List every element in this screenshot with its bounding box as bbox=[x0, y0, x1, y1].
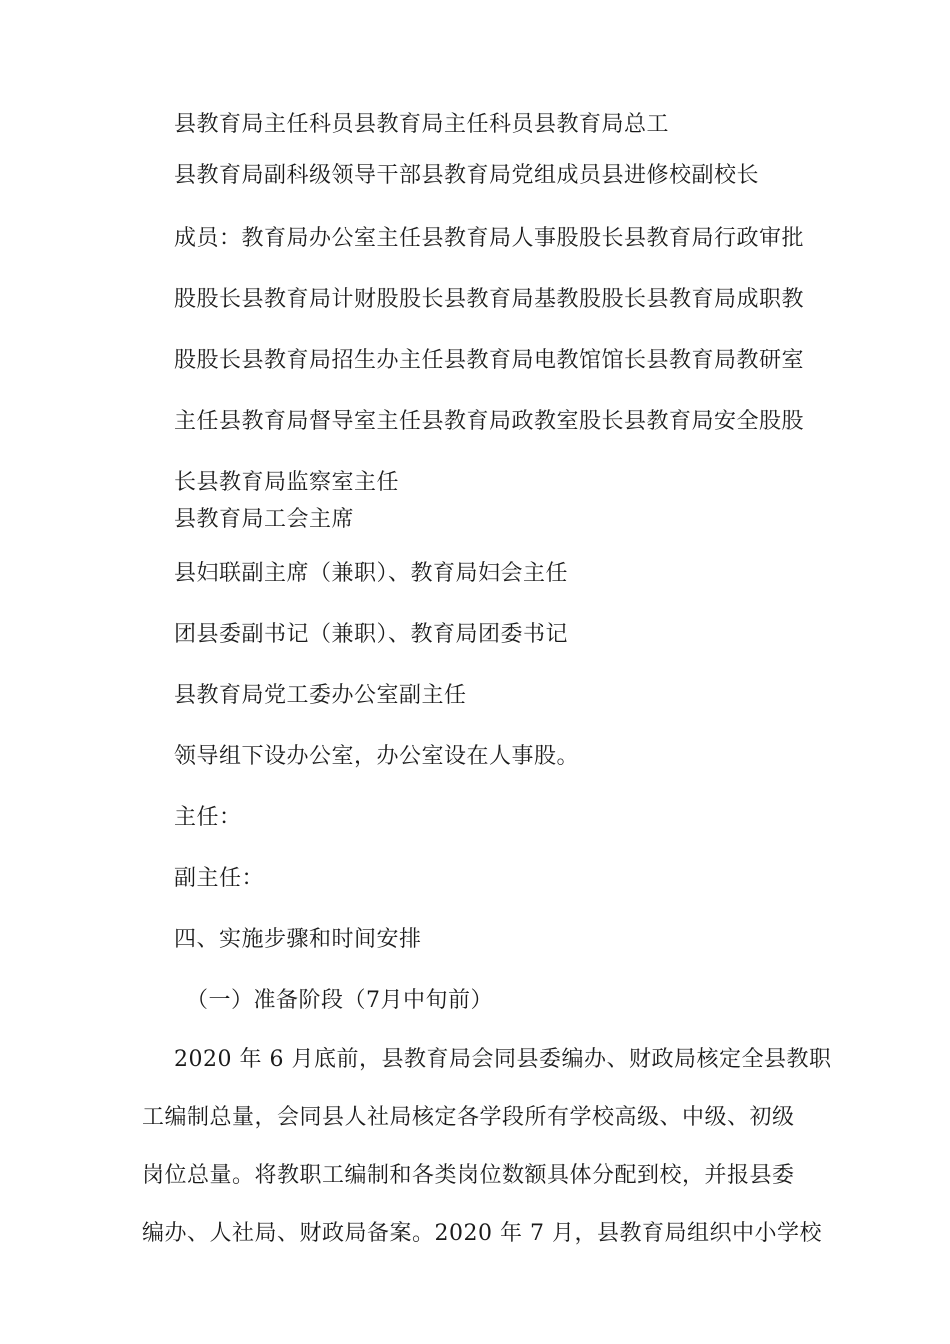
text-line: 县教育局工会主席 bbox=[174, 507, 355, 532]
text-line: 股股长县教育局计财股股长县教育局基教股股长县教育局成职教 bbox=[174, 287, 805, 312]
text-line: 县教育局主任科员县教育局主任科员县教育局总工 bbox=[174, 112, 670, 137]
text-line: 团县委副书记（兼职）、教育局团委书记 bbox=[174, 622, 569, 647]
text-line: 工编制总量，会同县人社局核定各学段所有学校高级、中级、初级 bbox=[142, 1105, 795, 1130]
text-line: 股股长县教育局招生办主任县教育局电教馆馆长县教育局教研室 bbox=[174, 348, 805, 373]
subsection-heading: （一）准备阶段（7月中旬前） bbox=[186, 988, 493, 1013]
text-line: 长县教育局监察室主任 bbox=[174, 470, 400, 495]
text-line: 编办、人社局、财政局备案。2020 年 7 月，县教育局组织中小学校 bbox=[142, 1221, 822, 1246]
text-line: 岗位总量。将教职工编制和各类岗位数额具体分配到校，并报县委 bbox=[142, 1163, 795, 1188]
text-line: 2020 年 6 月底前，县教育局会同县委编办、财政局核定全县教职 bbox=[174, 1047, 832, 1072]
text-line: 副主任： bbox=[174, 866, 265, 891]
text-line: 成员：教育局办公室主任县教育局人事股股长县教育局行政审批 bbox=[174, 226, 805, 251]
section-heading: 四、实施步骤和时间安排 bbox=[174, 927, 422, 952]
text-line: 县妇联副主席（兼职）、教育局妇会主任 bbox=[174, 561, 569, 586]
text-line: 主任： bbox=[174, 805, 242, 830]
text-line: 领导组下设办公室，办公室设在人事股。 bbox=[174, 744, 580, 769]
text-line: 主任县教育局督导室主任县教育局政教室股长县教育局安全股股 bbox=[174, 409, 805, 434]
text-line: 县教育局党工委办公室副主任 bbox=[174, 683, 467, 708]
text-line: 县教育局副科级领导干部县教育局党组成员县进修校副校长 bbox=[174, 163, 760, 188]
